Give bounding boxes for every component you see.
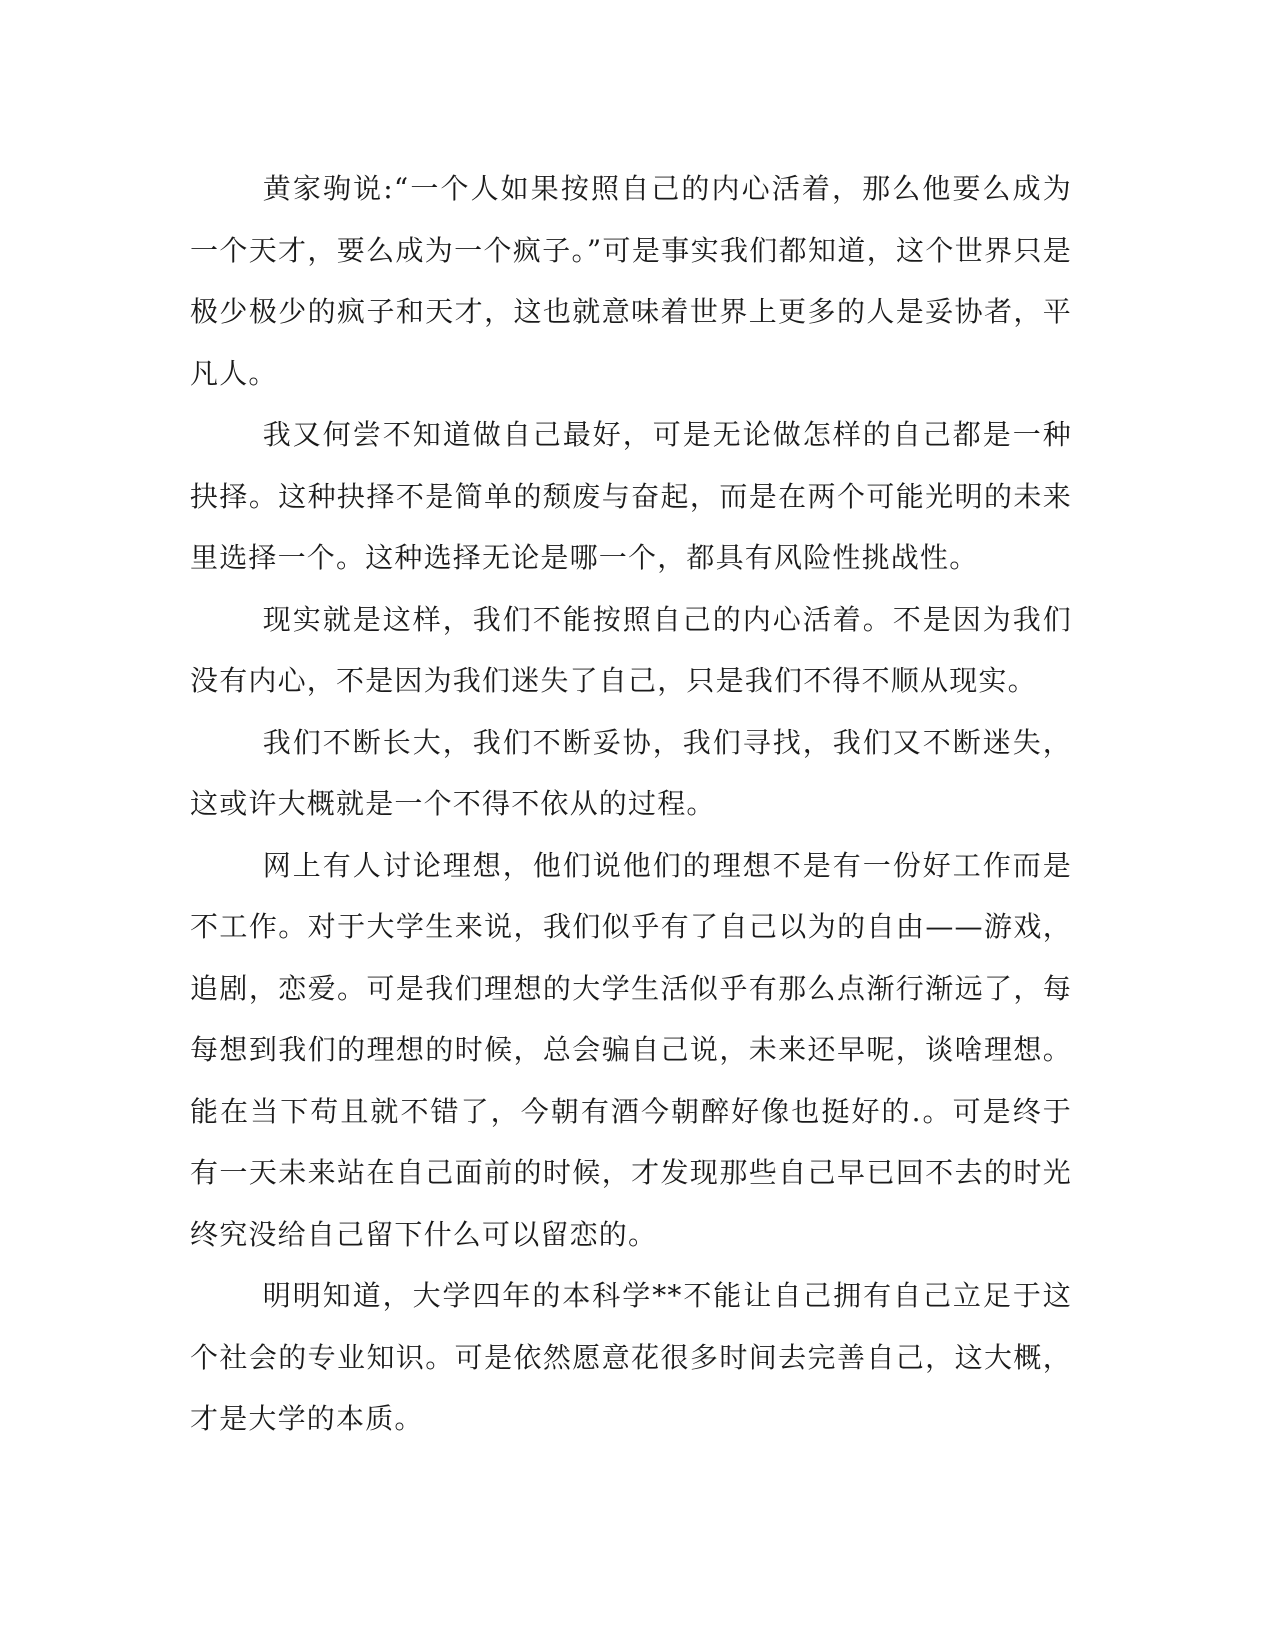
paragraph: 网上有人讨论理想，他们说他们的理想不是有一份好工作而是不工作。对于大学生来说，我们似乎有了自己以为的自由——游戏，追剧，恋爱。可是我们理想的大学生活似乎有那么点渐行渐远了，每每想到我们的理想的时候，总会骗自己说，未来还早呢，谈啥理想。能在当下苟且就不错了，今朝有酒今朝醉好像也挺好的.。可是终于有一天未来站在自己面前的时候，才发现那些自己早已回不去的时光终究没给自己留下什么可以留恋的。 — [190, 848, 1072, 1251]
paragraph: 我们不断长大，我们不断妥协，我们寻找，我们又不断迷失，这或许大概就是一个不得不依从的过程。 — [190, 725, 1072, 820]
paragraph: 黄家驹说:“一个人如果按照自己的内心活着，那么他要么成为一个天才，要么成为一个疯子。”可是事实我们都知道，这个世界只是极少极少的疯子和天才，这也就意味着世界上更多的人是妥协者，平凡人。 — [190, 172, 1072, 390]
paragraph: 我又何尝不知道做自己最好，可是无论做怎样的自己都是一种抉择。这种抉择不是简单的颓废与奋起，而是在两个可能光明的未来里选择一个。这种选择无论是哪一个，都具有风险性挑战性。 — [190, 418, 1072, 574]
document-body — [190, 158, 1072, 1450]
paragraph: 现实就是这样，我们不能按照自己的内心活着。不是因为我们没有内心，不是因为我们迷失了自己，只是我们不得不顺从现实。 — [190, 602, 1072, 697]
paragraph: 明明知道，大学四年的本科学**不能让自己拥有自己立足于这个社会的专业知识。可是依然愿意花很多时间去完善自己，这大概，才是大学的本质。 — [190, 1279, 1072, 1435]
